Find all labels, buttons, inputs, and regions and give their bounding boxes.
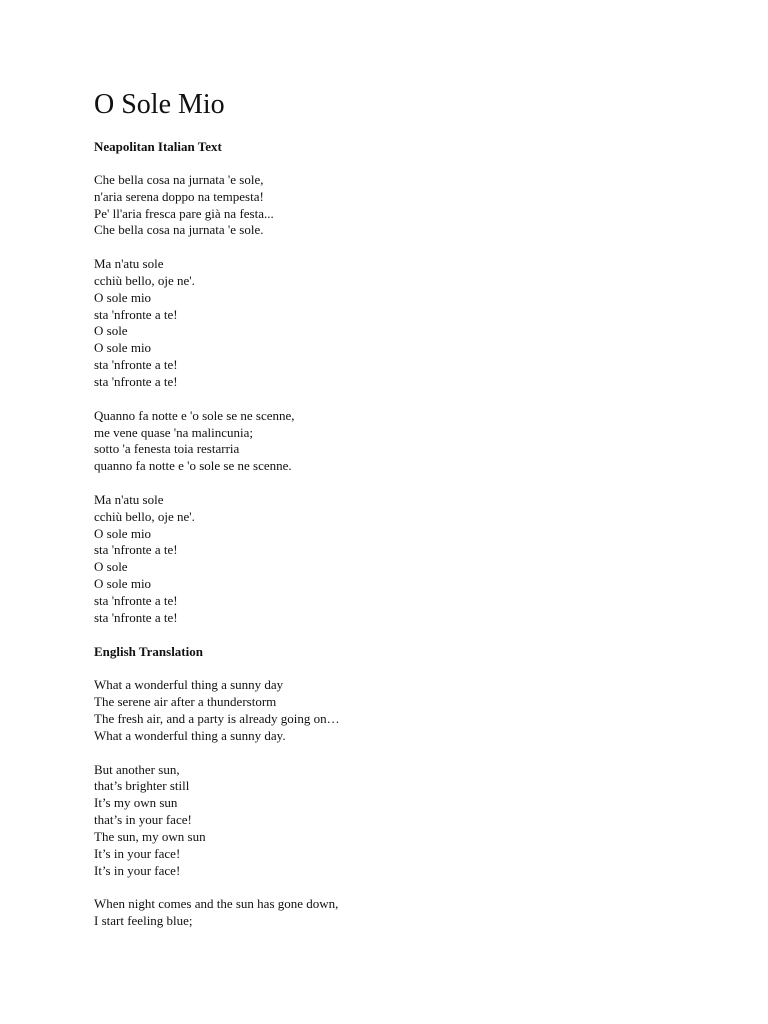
lyric-line: n'aria serena doppo na tempesta!	[94, 188, 264, 204]
document-title: O Sole Mio	[94, 89, 225, 120]
lyric-line: It’s my own sun	[94, 795, 178, 811]
lyric-line: sta 'nfronte a te!	[94, 592, 178, 608]
lyric-line: O sole mio	[94, 289, 152, 305]
lyric-line: Ma n'atu sole	[94, 491, 164, 507]
section-heading-neapolitan: Neapolitan Italian Text	[94, 139, 222, 154]
stanza	[94, 762, 714, 880]
stanza	[94, 172, 714, 239]
lyric-line: Che bella cosa na jurnata 'e sole.	[94, 222, 264, 238]
lyric-line: The serene air after a thunderstorm	[94, 694, 277, 710]
lyric-line: sta 'nfronte a te!	[94, 542, 178, 558]
lyric-line: What a wonderful thing a sunny day.	[94, 727, 286, 743]
lyric-line: The fresh air, and a party is already going on…	[94, 711, 340, 726]
stanza	[94, 492, 714, 627]
lyric-line: O sole mio	[94, 576, 152, 592]
stanza	[94, 256, 714, 391]
lyric-line: What a wonderful thing a sunny day	[94, 677, 284, 693]
lyric-line: Pe' ll'aria fresca pare già na festa...	[94, 205, 274, 221]
lyric-line: sta 'nfronte a te!	[94, 357, 178, 373]
lyric-line: cchiù bello, oje ne'.	[94, 272, 195, 288]
lyric-line: O sole	[94, 559, 128, 575]
lyric-line: Ma n'atu sole	[94, 256, 164, 272]
lyric-line: sta 'nfronte a te!	[94, 373, 178, 389]
lyric-line: that’s in your face!	[94, 812, 192, 828]
stanza	[94, 408, 714, 475]
lyric-line: O sole mio	[94, 525, 152, 541]
lyric-line: sotto 'a fenesta toia restarria	[94, 441, 240, 457]
lyric-line: I start feeling blue;	[94, 913, 193, 929]
lyric-line: But another sun,	[94, 761, 180, 777]
lyric-line: cchiù bello, oje ne'.	[94, 508, 195, 524]
lyric-line: The sun, my own sun	[94, 828, 206, 844]
lyric-line: It’s in your face!	[94, 845, 181, 861]
lyric-line: that’s brighter still	[94, 778, 190, 794]
lyric-line: When night comes and the sun has gone down,	[94, 896, 339, 912]
lyric-line: quanno fa notte e 'o sole se ne scenne.	[94, 458, 292, 474]
document-page	[94, 86, 714, 930]
lyric-line: Quanno fa notte e 'o sole se ne scenne,	[94, 407, 295, 423]
lyric-line: It’s in your face!	[94, 862, 181, 878]
lyric-line: O sole	[94, 323, 128, 339]
stanza	[94, 677, 714, 744]
stanza	[94, 896, 714, 930]
lyric-line: sta 'nfronte a te!	[94, 306, 178, 322]
lyric-line: Che bella cosa na jurnata 'e sole,	[94, 171, 264, 187]
lyric-line: sta 'nfronte a te!	[94, 609, 178, 625]
section-heading-english: English Translation	[94, 644, 203, 660]
lyric-line: O sole mio	[94, 340, 152, 356]
lyric-line: me vene quase 'na malincunia;	[94, 424, 254, 440]
